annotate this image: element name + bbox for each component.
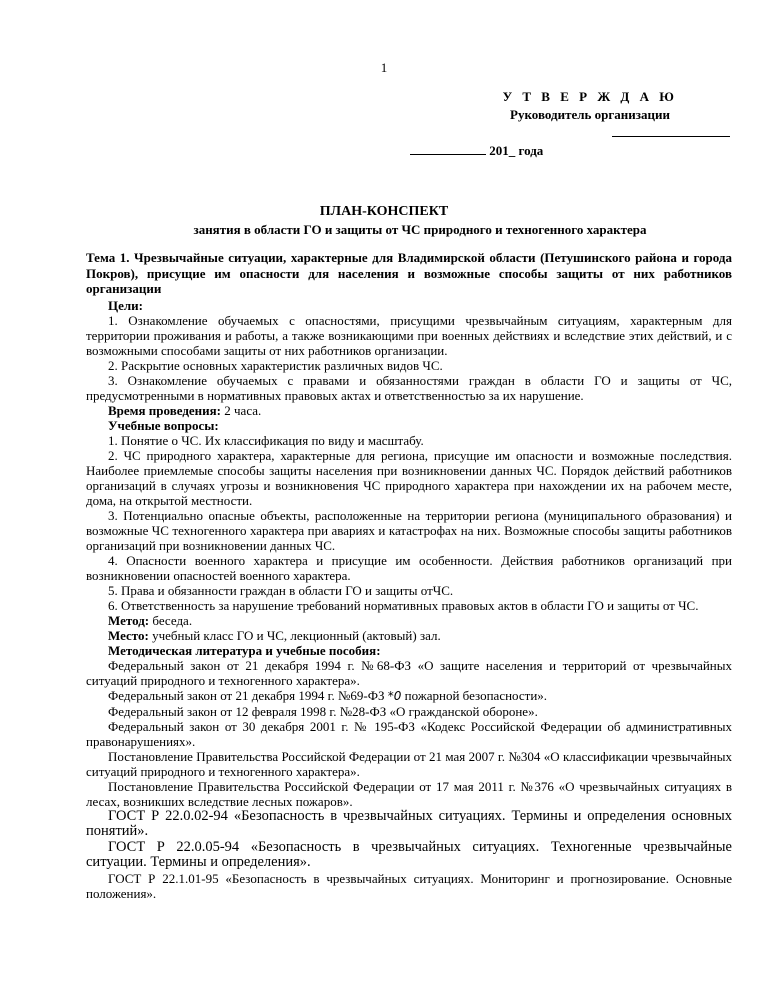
goals-label: Цели: bbox=[108, 297, 143, 313]
approval-year: 201_ года bbox=[489, 143, 544, 158]
literature-item: Федеральный закон от 21 декабря 1994 г. №69-ФЗ *0 пожарной безопасности». bbox=[108, 687, 548, 703]
literature-item: ГОСТ Р 22.1.01-95 «Безопасность в чрезвычайных ситуациях. Мониторинг и прогнозирование. Основные положения». bbox=[86, 870, 732, 901]
method: Метод: беседа. bbox=[108, 612, 193, 628]
literature-item: ГОСТ Р 22.0.02-94 «Безопасность в чрезвычайных ситуациях. Термины и определения основных понятий». bbox=[86, 807, 732, 839]
goal-item: 1. Ознакомление обучаемых с опасностями, присущими чрезвычайным ситуациям, характерным для территории проживания и работы, а также возникающими при военных действиях и вследствие этих действий, и с возможными способами защиты от них работников организации. bbox=[86, 312, 732, 358]
question-item: 3. Потенциально опасные объекты, расположенные на территории региона (муниципального образования) и возможные ЧС техногенного характера при авариях и катастрофах на них. Возможные способы защиты работников организаций при возникновении данных ЧС. bbox=[86, 507, 732, 553]
literature-item: Постановление Правительства Российской Федерации от 21 мая 2007 г. №304 «О классификации чрезвычайных ситуаций природного и техногенного характера». bbox=[86, 748, 732, 779]
theme-heading: Тема 1. Чрезвычайные ситуации, характерные для Владимирской области (Петушинского района и города Покров), присущие им опасности для населения и возможные способы защиты от них работников организации bbox=[86, 250, 732, 296]
literature-item: Федеральный закон от 30 декабря 2001 г. № 195-ФЗ «Кодекс Российской Федерации об административных правонарушениях». bbox=[86, 718, 732, 749]
approval-word: У Т В Е Р Ж Д А Ю bbox=[502, 89, 678, 104]
date-blank-line bbox=[410, 142, 486, 155]
goal-item: 3. Ознакомление обучаемых с правами и обязанностями граждан в области ГО и защиты от ЧС, предусмотренными в нормативных правовых актах и ответственностью за их нарушение. bbox=[86, 372, 732, 403]
question-item: 6. Ответственность за нарушение требований нормативных правовых актов в области ГО и защиты от ЧС. bbox=[108, 597, 699, 613]
document-body bbox=[86, 250, 732, 901]
question-item: 2. ЧС природного характера, характерные для региона, присущие им опасности и возможные последствия. Наиболее приемлемые способы защиты населения при возникновении данных ЧС. Порядок действий работников организаций в случаях угрозы и возникновения ЧС природного характера при нахождении их на рабочем месте, дома, на открытой местности. bbox=[86, 447, 732, 508]
approval-block bbox=[440, 88, 740, 124]
page-number: 1 bbox=[380, 60, 388, 75]
question-item: 4. Опасности военного характера и присущие им особенности. Действия работников организаций при возникновении опасностей военного характера. bbox=[86, 552, 732, 583]
literature-item: Федеральный закон от 12 февраля 1998 г. №28-ФЗ «О гражданской обороне». bbox=[108, 703, 538, 719]
duration: Время проведения: 2 часа. bbox=[108, 402, 262, 418]
literature-label: Методическая литература и учебные пособия: bbox=[108, 642, 381, 658]
signature-line bbox=[612, 124, 730, 137]
place: Место: учебный класс ГО и ЧС, лекционный (актовый) зал. bbox=[108, 627, 441, 643]
questions-label: Учебные вопросы: bbox=[108, 417, 219, 433]
literature-item: Постановление Правительства Российской Федерации от 17 мая 2011 г. №376 «О чрезвычайных ситуациях в лесах, возникших вследствие лесных пожаров». bbox=[86, 778, 732, 809]
literature-item: ГОСТ Р 22.0.05-94 «Безопасность в чрезвычайных ситуациях. Техногенные чрезвычайные ситуации. Термины и определения». bbox=[86, 838, 732, 870]
approval-date bbox=[410, 142, 543, 159]
document-title: ПЛАН-КОНСПЕКТ bbox=[319, 204, 449, 219]
goal-item: 2. Раскрытие основных характеристик различных видов ЧС. bbox=[108, 357, 443, 373]
question-item: 5. Права и обязанности граждан в области ГО и защиты отЧС. bbox=[108, 582, 454, 598]
question-item: 1. Понятие о ЧС. Их классификация по виду и масштабу. bbox=[108, 432, 424, 448]
approval-role: Руководитель организации bbox=[510, 107, 670, 122]
literature-item: Федеральный закон от 21 декабря 1994 г. №68-ФЗ «О защите населения и территорий от чрезвычайных ситуаций природного и техногенного характера». bbox=[86, 657, 732, 688]
document-subtitle: занятия в области ГО и защиты от ЧС природного и техногенного характера bbox=[193, 222, 647, 237]
